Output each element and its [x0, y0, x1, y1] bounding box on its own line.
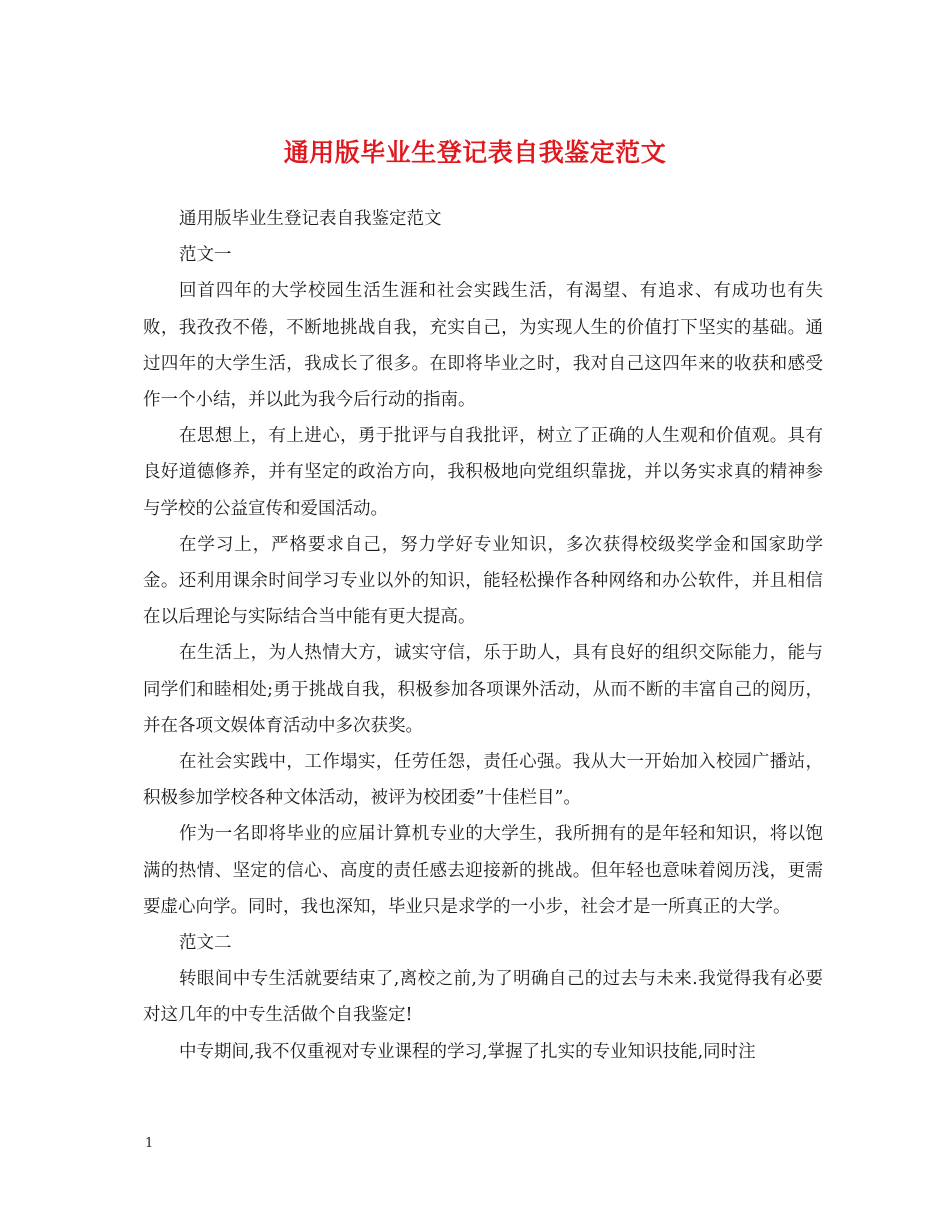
paragraph-thought: 在思想上，有上进心，勇于批评与自我批评，树立了正确的人生观和价值观。具有良好道德修养，并有坚定的政治方向，我积极地向党组织靠拢，并以务实求真的精神参与学校的公益宣传和爱国活动。 — [143, 426, 823, 519]
section-heading-sample-one: 范文一 — [179, 245, 232, 266]
document-body — [143, 201, 823, 1070]
paragraph-conclusion: 作为一名即将毕业的应届计算机专业的大学生，我所拥有的是年轻和知识，将以饱满的热情、坚定的信心、高度的责任感去迎接新的挑战。但年轻也意味着阅历浅，更需要虚心向学。同时，我也深知，毕业只是求学的一小步，社会才是一所真正的大学。 — [143, 824, 823, 917]
paragraph-sample-two-study: 中专期间,我不仅重视对专业课程的学习,掌握了扎实的专业知识技能,同时注 — [179, 1041, 756, 1062]
paragraph-study: 在学习上，严格要求自己，努力学好专业知识，多次获得校级奖学金和国家助学金。还利用课余时间学习专业以外的知识，能轻松操作各种网络和办公软件，并且相信在以后理论与实际结合当中能有更大提高。 — [143, 534, 823, 628]
section-heading-sample-two: 范文二 — [179, 933, 232, 954]
paragraph-sample-two-intro: 转眼间中专生活就要结束了,离校之前,为了明确自己的过去与未来.我觉得我有必要对这几年的中专生活做个自我鉴定! — [143, 969, 823, 1026]
paragraph-social-practice: 在社会实践中，工作塌实，任劳任怨，责任心强。我从大一开始加入校园广播站，积极参加学校各种文体活动，被评为校团委”十佳栏目”。 — [143, 752, 823, 809]
paragraph-intro: 回首四年的大学校园生活生涯和社会实践生活，有渴望、有追求、有成功也有失败，我孜孜不倦，不断地挑战自我，充实自己，为实现人生的价值打下坚实的基础。通过四年的大学生活，我成长了很多。在即将毕业之时，我对自己这四年来的收获和感受作一个小结，并以此为我今后行动的指南。 — [143, 281, 823, 411]
page-number: 1 — [145, 1136, 154, 1151]
paragraph-subtitle: 通用版毕业生登记表自我鉴定范文 — [179, 209, 442, 229]
page-title: 通用版毕业生登记表自我鉴定范文 — [283, 138, 667, 167]
paragraph-life: 在生活上，为人热情大方，诚实守信，乐于助人，具有良好的组织交际能力，能与同学们和睦相处;勇于挑战自我，积极参加各项课外活动，从而不断的丰富自己的阅历，并在各项文娱体育活动中多次获奖。 — [143, 643, 823, 736]
